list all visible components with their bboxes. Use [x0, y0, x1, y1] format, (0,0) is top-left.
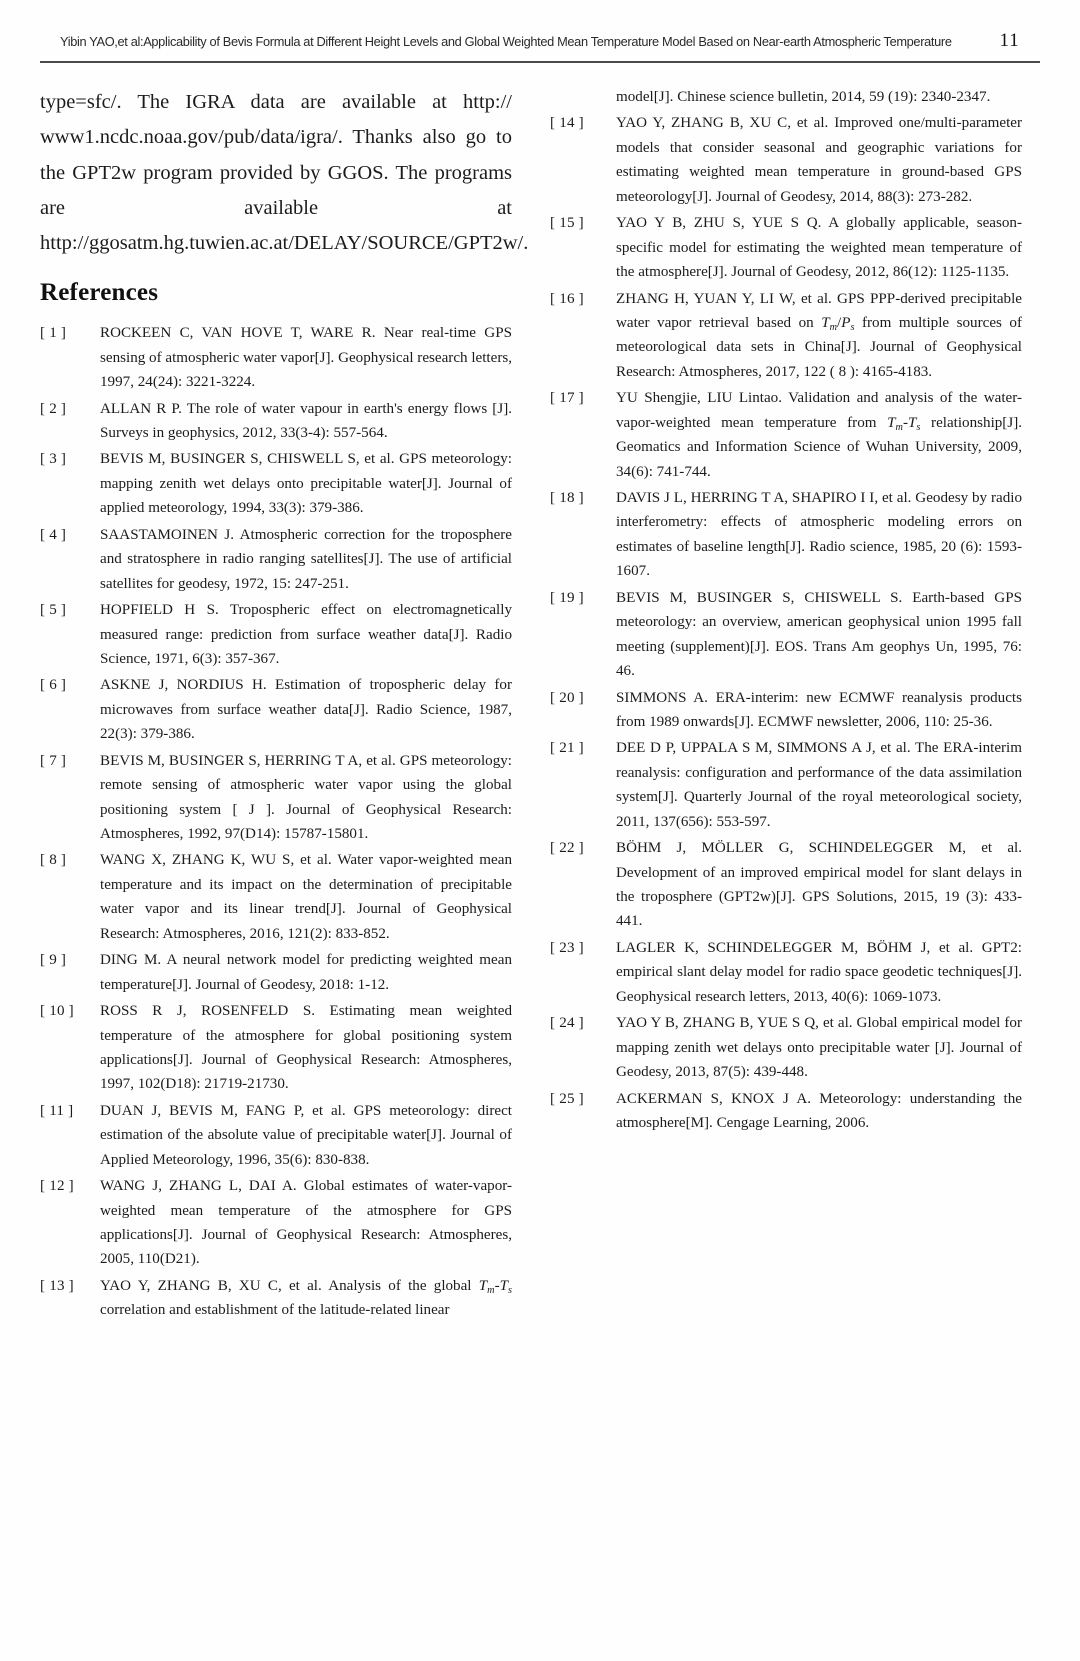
reference-item	[40, 999, 512, 1097]
reference-item	[40, 749, 512, 847]
reference-text: SIMMONS A. ERA-interim: new ECMWF reanalysis products from 1989 onwards[J]. ECMWF newsletter, 2006, 110: 25-36.	[616, 689, 1022, 730]
reference-item	[550, 287, 1022, 385]
reference-number: [ 5 ]	[40, 602, 67, 619]
reference-number: [ 6 ]	[40, 677, 67, 694]
reference-item	[550, 486, 1022, 584]
math-symbol: $T_m$	[887, 414, 903, 433]
reference-text: model[J]. Chinese science bulletin, 2014, 59 (19): 2340-2347.	[616, 89, 991, 105]
math-symbol: $T_s$	[499, 1277, 512, 1296]
reference-text: DUAN J, BEVIS M, FANG P, et al. GPS meteorology: direct estimation of the absolute value of precipitable water[J]. Journal of Applied Meteorology, 1996, 35(6): 830-838.	[100, 1102, 512, 1168]
reference-list-left	[40, 321, 512, 1323]
reference-item	[550, 836, 1022, 934]
reference-item	[40, 1174, 512, 1272]
two-column-body	[0, 63, 1080, 1325]
reference-number: [ 22 ]	[550, 840, 584, 857]
reference-item	[40, 397, 512, 446]
reference-number: [ 17 ]	[550, 390, 584, 407]
reference-item	[550, 586, 1022, 684]
reference-number: [ 24 ]	[550, 1015, 584, 1032]
reference-text: ASKNE J, NORDIUS H. Estimation of tropospheric delay for microwaves from surface weather data[J]. Radio Science, 1987, 22(3): 379-386.	[100, 677, 512, 743]
reference-item	[550, 686, 1022, 735]
intro-paragraph: type=sfc/. The IGRA data are available at http:// www1.ncdc.noaa.gov/pub/data/igra/. Thanks also go to the GPT2w program provided by GGOS. The programs are available at http://ggosatm.hg.tuwien.ac.at/DELAY/SOURCE/GPT2w/.	[40, 91, 529, 254]
page-number: 11	[999, 30, 1020, 51]
reference-item	[40, 447, 512, 520]
math-symbol: $P_s$	[841, 314, 855, 333]
running-header-title: Yibin YAO,et al:Applicability of Bevis Formula at Different Height Levels and Global Weighted Mean Temperature Model Based on Near-earth Atmospheric Temperature	[60, 34, 952, 49]
reference-text: HOPFIELD H S. Tropospheric effect on electromagnetically measured range: prediction from surface weather data[J]. Radio Science, 1971, 6(3): 357-367.	[100, 602, 512, 667]
reference-number: [ 4 ]	[40, 526, 67, 543]
reference-number: [ 18 ]	[550, 490, 584, 506]
reference-number: [ 12 ]	[40, 1178, 74, 1195]
reference-text: YAO Y, ZHANG B, XU C, et al. Analysis of the global $T_m-T_s$ correlation and establishment of the latitude-related linear	[100, 1277, 512, 1319]
reference-text: BEVIS M, BUSINGER S, HERRING T A, et al. GPS meteorology: remote sensing of atmospheric water vapor using the global positioning system [ J ]. Journal of Geophysical Research: Atmospheres, 1992, 97(D14): 15787-15801.	[100, 752, 512, 842]
reference-list-right	[550, 85, 1022, 1135]
reference-text: ROCKEEN C, VAN HOVE T, WARE R. Near real-time GPS sensing of atmospheric water vapor[J]. Geophysical research letters, 1997, 24(24): 3221-3224.	[100, 325, 512, 391]
reference-text: ROSS R J, ROSENFELD S. Estimating mean weighted temperature of the atmosphere for global positioning system applications[J]. Journal of Geophysical Research: Atmospheres, 1997, 102(D18): 21719-21730.	[100, 1003, 512, 1093]
left-column	[40, 85, 529, 1325]
reference-item	[550, 936, 1022, 1009]
reference-number: [ 8 ]	[40, 852, 67, 869]
reference-number: [ 13 ]	[40, 1277, 74, 1294]
references-heading: References	[40, 279, 159, 307]
reference-text: WANG X, ZHANG K, WU S, et al. Water vapor-weighted mean temperature and its impact on the determination of precipitable water vapor and its linear trend[J]. Journal of Geophysical Research: Atmospheres, 2016, 121(2): 833-852.	[100, 852, 512, 942]
reference-text: DEE D P, UPPALA S M, SIMMONS A J, et al. The ERA-interim reanalysis: configuration and performance of the data assimilation system[J]. Quarterly Journal of the royal meteorological society, 2011, 137(656): 553-597.	[616, 740, 1022, 830]
reference-item	[550, 211, 1022, 284]
reference-number: [ 9 ]	[40, 952, 67, 969]
reference-item	[550, 85, 1022, 109]
reference-text: BEVIS M, BUSINGER S, CHISWELL S. Earth-based GPS meteorology: an overview, american geophysical union 1995 fall meeting (supplement)[J]. EOS. Trans Am geophys Un, 1995, 76: 46.	[616, 589, 1022, 680]
reference-number: [ 15 ]	[550, 215, 584, 232]
reference-text: LAGLER K, SCHINDELEGGER M, BÖHM J, et al. GPT2: empirical slant delay model for radio space geodetic techniques[J]. Geophysical research letters, 2013, 40(6): 1069-1073.	[616, 939, 1022, 1005]
reference-number: [ 20 ]	[550, 689, 584, 706]
reference-text: BEVIS M, BUSINGER S, CHISWELL S, et al. GPS meteorology: mapping zenith wet delays onto precipitable water[J]. Journal of applied meteorology, 1994, 33(3): 379-386.	[100, 451, 512, 517]
reference-item	[40, 598, 512, 671]
reference-item	[550, 1087, 1022, 1136]
reference-number: [ 19 ]	[550, 589, 584, 606]
running-header	[0, 0, 1080, 52]
reference-number: [ 25 ]	[550, 1090, 584, 1107]
reference-text: WANG J, ZHANG L, DAI A. Global estimates of water-vapor-weighted mean temperature of the atmosphere for GPS applications[J]. Journal of Geophysical Research: Atmospheres, 2005, 110(D21).	[100, 1178, 512, 1268]
reference-text: DAVIS J L, HERRING T A, SHAPIRO I I, et al. Geodesy by radio interferometry: effects of atmospheric modeling errors on estimates of baseline length[J]. Radio science, 1985, 20 (6): 1593-1607.	[616, 490, 1022, 580]
reference-item	[550, 736, 1022, 834]
reference-text: SAASTAMOINEN J. Atmospheric correction for the troposphere and stratosphere in radio ranging satellites[J]. The use of artificial satellites for geodesy, 1972, 15: 247-251.	[100, 526, 512, 592]
math-symbol: $T_s$	[907, 414, 921, 433]
math-symbol: $T_m$	[478, 1277, 495, 1296]
reference-text: YU Shengjie, LIU Lintao. Validation and analysis of the water-vapor-weighted mean temperature from $T_m-T_s$ relationship[J]. Geomatics and Information Science of Wuhan University, 2009, 34(6): 741-744.	[616, 390, 1023, 480]
reference-text: YAO Y B, ZHU S, YUE S Q. A globally applicable, season-specific model for estimating the weighted mean temperature of the atmosphere[J]. Journal of Geodesy, 2012, 86(12): 1125-1135.	[616, 215, 1022, 281]
reference-item	[40, 523, 512, 596]
reference-number: [ 10 ]	[40, 1003, 74, 1020]
reference-number: [ 1 ]	[40, 325, 67, 342]
reference-item	[40, 848, 512, 946]
reference-text: YAO Y, ZHANG B, XU C, et al. Improved one/multi-parameter models that consider seasonal and geographic variations for estimating weighted mean temperature in ground-based GPS meteorology[J]. Journal of Geodesy, 2014, 88(3): 273-282.	[616, 115, 1022, 205]
reference-item	[40, 321, 512, 394]
reference-item	[550, 386, 1022, 484]
reference-item	[40, 948, 512, 997]
reference-text: ZHANG H, YUAN Y, LI W, et al. GPS PPP-derived precipitable water vapor retrieval based on $T_m/P_s$ from multiple sources of meteorological data sets in China[J]. Journal of Geophysical Research: Atmospheres, 2017, 122 ( 8 ): 4165-4183.	[616, 290, 1022, 380]
reference-item	[550, 111, 1022, 209]
reference-text: ACKERMAN S, KNOX J A. Meteorology: understanding the atmosphere[M]. Cengage Learning, 2006.	[616, 1090, 1022, 1131]
reference-item	[40, 1099, 512, 1172]
reference-item	[550, 1011, 1022, 1084]
right-column	[550, 85, 1022, 1137]
reference-number: [ 23 ]	[550, 939, 584, 956]
reference-text: BÖHM J, MÖLLER G, SCHINDELEGGER M, et al. Development of an improved empirical model for slant delays in the troposphere (GPT2w)[J]. GPS Solutions, 2015, 19 (3): 433-441.	[616, 840, 1022, 930]
reference-number: [ 16 ]	[550, 290, 584, 307]
reference-text: YAO Y B, ZHANG B, YUE S Q, et al. Global empirical model for mapping zenith wet delays onto precipitable water [J]. Journal of Geodesy, 2013, 87(5): 439-448.	[616, 1015, 1022, 1081]
reference-number: [ 11 ]	[40, 1102, 74, 1119]
reference-number: [ 3 ]	[40, 451, 67, 468]
reference-number: [ 2 ]	[40, 400, 67, 417]
reference-item	[40, 673, 512, 746]
math-symbol: $T_m$	[821, 314, 838, 333]
reference-number: [ 21 ]	[550, 740, 584, 757]
reference-number: [ 14 ]	[550, 115, 584, 132]
reference-text: DING M. A neural network model for predicting weighted mean temperature[J]. Journal of Geodesy, 2018: 1-12.	[100, 952, 512, 993]
reference-number: [ 7 ]	[40, 752, 67, 769]
reference-item	[40, 1274, 512, 1323]
reference-text: ALLAN R P. The role of water vapour in earth's energy flows [J]. Surveys in geophysics, 2012, 33(3-4): 557-564.	[100, 400, 512, 441]
